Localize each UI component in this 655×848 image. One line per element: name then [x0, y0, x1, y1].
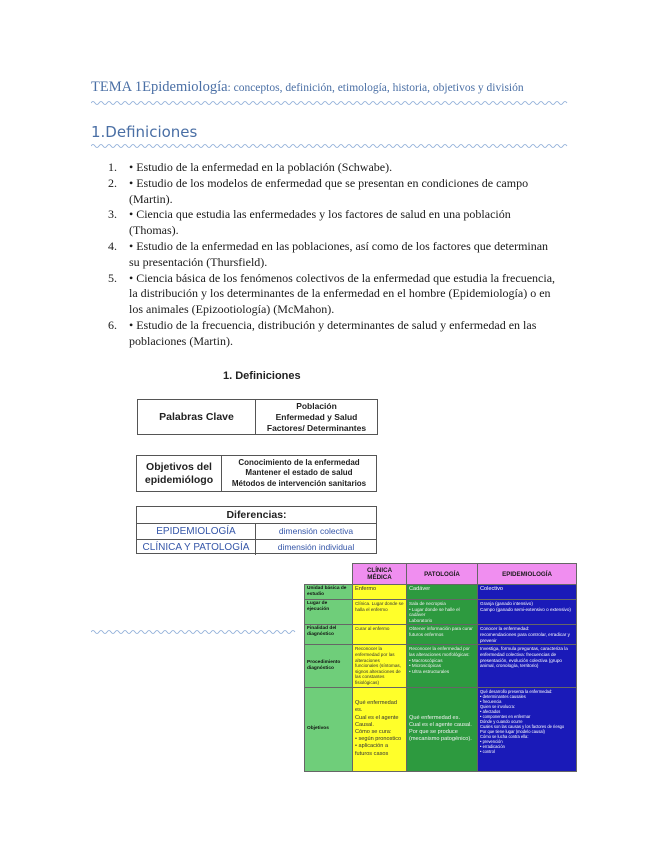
item-number: 2.	[108, 175, 117, 190]
row-label: Unidad básica de estudio	[305, 585, 353, 600]
row-label: Procedimiento diagnóstico	[305, 645, 353, 687]
objectives-label	[137, 456, 222, 491]
cell-epidemiologia: Investiga, formula preguntas, caracteriza la enfermedad colectiva: frecuencias de presentación, evolución colectiva (grupo animal, cronología, territorio)	[478, 645, 577, 687]
cell-patologia: Reconocer la enfermedad por las alteraciones morfológicas: • Macroscópicas • Microscópicas • Ultra estructurales	[407, 645, 478, 687]
keyword: Enfermedad y Salud	[275, 411, 358, 422]
cell-patologia: Qué enfermedad es. Cual es el agente causal. Por que se produce (mecanismo patogénico).	[407, 687, 478, 771]
item-number: 4.	[108, 238, 117, 253]
figure-title: 1. Definiciones	[223, 370, 301, 382]
item-number: 3.	[108, 207, 117, 222]
wavy-divider	[91, 143, 569, 149]
row-label: Lugar de ejecución	[305, 600, 353, 625]
item-text: • Ciencia que estudia las enfermedades y los factores de salud en una población (Thomas).	[129, 207, 511, 238]
differences-row	[137, 524, 376, 540]
cell-patologia: Obtener información para curar futuros enfermos	[407, 625, 478, 645]
cell-clinica: Clínica. Lugar donde se halla el enfermo	[353, 600, 407, 625]
cell-clinica: Enfermo	[353, 585, 407, 600]
topic-subtitle: : conceptos, definición, etimología, historia, objetivos y división	[227, 82, 524, 94]
header-patologia: PATOLOGÍA	[407, 564, 478, 585]
cell-epidemiologia: Colectivo	[478, 585, 577, 600]
wavy-divider	[91, 100, 569, 106]
topic-label: TEMA 1	[91, 79, 143, 95]
cell-patologia: Sala de necropsia • Lugar donde se halle el cadáver Laboratorio	[407, 600, 478, 625]
cell-patologia: Cadáver	[407, 585, 478, 600]
item-text: • Estudio de la enfermedad en la población (Schwabe).	[129, 160, 393, 174]
objective: Conocimiento de la enfermedad	[238, 457, 360, 467]
table-header-row	[305, 564, 577, 585]
comparison-table	[304, 563, 577, 772]
header-clinica: CLÍNICA MÉDICA	[353, 564, 407, 585]
differences-header: Diferencias:	[137, 507, 376, 524]
objective: Métodos de intervención sanitarios	[231, 478, 367, 488]
definitions-list	[91, 160, 561, 350]
item-number: 1.	[108, 160, 117, 174]
objective: Mantener el estado de salud	[245, 468, 353, 478]
dimension: dimensión colectiva	[278, 526, 354, 536]
differences-row	[137, 540, 376, 555]
item-text: • Estudio de la enfermedad en las poblaciones, así como de los factores que determinan su presentación (Thursfield).	[129, 238, 549, 269]
header-empty	[305, 564, 353, 585]
table-row	[305, 625, 577, 645]
keywords-box	[137, 399, 378, 435]
objectives-label-line: Objetivos del	[146, 460, 212, 473]
discipline: CLÍNICA Y PATOLOGÍA	[137, 540, 256, 555]
table-row	[305, 585, 577, 600]
cell-epidemiologia: Qué desarrollo presenta la enfermedad: • determinantes causales • frecuencia Quien se involucra: • afectados • componentes en enfermar Dónde y cuando ocurre Cuales son las causas y los factores de riesgo Por que tiene lugar (modelo causal) Cómo se lucha contra ella: • prevención • erradicación • control	[478, 687, 577, 771]
objectives-values	[222, 456, 376, 491]
topic-name: Epidemiología	[142, 79, 228, 95]
header-epidemiologia: EPIDEMIOLOGÍA	[478, 564, 577, 585]
table-row	[305, 600, 577, 625]
item-number: 6.	[108, 317, 117, 332]
row-label: Objetivos	[305, 687, 353, 771]
item-text: • Ciencia básica de los fenómenos colectivos de la enfermedad que estudia la frecuencia, la distribución y los determinantes de la enfermedad en el hombre (Epidemiología) o en los animales (Epizootiología) (McMahon).	[129, 270, 556, 317]
objectives-label-line: epidemiólogo	[144, 473, 214, 486]
item-number: 5.	[108, 270, 117, 285]
definition-item	[91, 176, 561, 208]
topic-title	[91, 79, 524, 96]
objectives-box	[136, 455, 377, 492]
definition-item	[91, 239, 561, 271]
item-text: • Estudio de la frecuencia, distribución y determinantes de salud y enfermedad en las poblaciones (Martin).	[129, 317, 537, 348]
definition-item	[91, 160, 561, 176]
table-row	[305, 645, 577, 687]
table-row	[305, 687, 577, 771]
definition-item	[91, 318, 561, 350]
keyword: Factores/ Determinantes	[266, 422, 367, 433]
differences-box	[136, 506, 377, 554]
definition-item	[91, 207, 561, 239]
cell-clinica: Reconocer la enfermedad por las alteraciones funcionales (síntomas, signos alteraciones de las constantes fisiológicas)	[353, 645, 407, 687]
keywords-label: Palabras Clave	[138, 400, 256, 434]
wavy-divider	[91, 629, 297, 635]
item-text: • Estudio de los modelos de enfermedad que se presentan en condiciones de campo (Martin).	[129, 175, 529, 206]
keywords-values	[256, 400, 377, 434]
cell-epidemiologia: Granja (ganado intensivo) Campo (ganado semi-extensivo o extensivo)	[478, 600, 577, 625]
section-heading: 1.Definiciones	[91, 123, 198, 141]
row-label: Finalidad del diagnóstico	[305, 625, 353, 645]
cell-epidemiologia: Conocer la enfermedad: recomendaciones para controlar, erradicar y prevenir	[478, 625, 577, 645]
dimension: dimensión individual	[277, 542, 355, 552]
cell-clinica: Qué enfermedad es. Cual es el agente Causal. Cómo se cura: • según pronostico • aplicación a futuros casos	[353, 687, 407, 771]
cell-clinica: Curar al enfermo	[353, 625, 407, 645]
keyword: Población	[296, 400, 337, 411]
definition-item	[91, 271, 561, 318]
discipline: EPIDEMIOLOGÍA	[137, 524, 256, 539]
